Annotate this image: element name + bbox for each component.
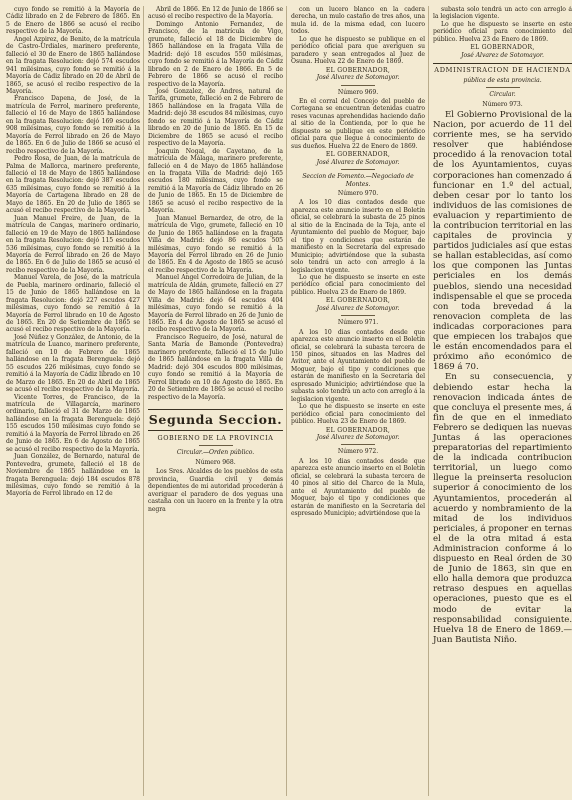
column-1 (6, 6, 140, 796)
divider (341, 315, 375, 316)
section-title: Segunda Seccion. (148, 409, 283, 431)
paragraph: Vicente Torres, de Francisco, de la matrícula de Villagarcía, marinero ordinario, falleció el 31 de Marzo de 1865 hallándose en la fragata Berenguela: dejó 155 escudos 150 milésimas cuyo fondo se remitió á la Mayoría de Ferrol librado en 26 de Junio de 1865. En 6 de Agosto de 1865 se acusó el recibo respectivo de la Mayoría. (6, 393, 140, 453)
notice-number: Número 972. (337, 448, 379, 456)
paragraph: Lo que he dispuesto se publique en el periódico oficial para que averiguen su paradero y sean entregados al Juez de Osuna. Huelva 22 de Enero de 1869. (291, 35, 425, 66)
paragraph: Juan Manuel Bernardez, de otro, de la matrícula de Vigo, grumete, falleció en 10 de Junio de 1865 hallándose en la fragata Villa de Madrid: dejó 86 escudos 505 milésimas, cuyo fondo se remitió á la Mayoría del Ferrol librado en 26 de Junio de 1865. En 4 de Agosto de 1865 se acusó el recibo respectivo de la Mayoría. (148, 214, 283, 274)
section-heading-fomento: Seccion de Fomento.—Negociado de Montes. (302, 173, 414, 188)
paragraph: Los Sres. Alcaldes de los pueblos de esta provincia, Guardia civil y demás dependientes de mi autoridad procederán á averiguar el paradero de dos yeguas una castaña con un lucero en la frente y la otra negra (148, 468, 283, 513)
gobierno-heading: GOBIERNO DE LA PROVINCIA (157, 434, 274, 443)
signature-name: José Alvarez de Sotomayor. (316, 304, 400, 312)
circular-heading: Circular.—Orden público. (176, 449, 255, 457)
paragraph: Pedro Rosa, de Juan, de la matrícula de Palma de Mallorca, marinero preferente, falleció el 18 de Mayo de 1865 hallándose en la fragata Resolucion: dejó 387 escudos 635 milésimas, cuyo fondo se remitió á la Mayoría de Cartagena librado en 28 de Mayo de 1865. En 20 de Julio de 1865 se acusó el recibo respectivo de la Mayoría. (6, 155, 140, 215)
signature-name: José Alvarez de Sotomayor. (316, 434, 400, 442)
column-4 (428, 6, 572, 796)
column-3 (286, 6, 425, 796)
signature-name: José Alvarez de Sotomayor. (461, 51, 544, 59)
paragraph: Joaquin Nogal, de Cayetano, de la matrícula de Málaga, marinero preferente, falleció en 4 de Mayo de 1865 hallándose en la fragata Villa de Madrid: dejó 165 escudos 180 milésimas, cuyo fondo se remitió á la Mayoría de Cádiz librado en 26 de Junio de 1865. En 15 de Diciembre de 1865 se acusó el recibo respectivo de la Mayoría. (148, 147, 283, 215)
paragraph: con un lucero blanco en la cadera derecha, un mulo castaño de tres años, una mula id. de la misma edad, con lucero todos. (291, 6, 425, 36)
paragraph: Angel Azpirez, de Benito, de la matrícula de Castro-Urdiales, marinero preferente, falleció el 30 de Enero de 1865 hallándose en la fragata Resolucion: dejó 574 escudos 941 milésimas, cuyo fondo se remitió á la Mayoría de Cádiz librado en 20 de Abril de 1865, se acusó el recibo respectivo de la Mayoría. (6, 35, 140, 95)
paragraph: Manuel Varela, de José, de la matrícula de Puebla, marinero ordinario, falleció el 15 de Junio de 1865 hallándose en la fragata Resolucion: dejó 227 escudos 427 milésimas, cuyo fondo se remitió á la Mayoría de Ferrol librado en 10 de Agosto de 1865. En 20 de Setiembre de 1865 se acusó el recibo respectivo de la Mayoría. (6, 274, 140, 334)
column-2 (143, 6, 283, 796)
paragraph: José Gonzalez, de Andres, natural de Tarifa, grumete, falleció en 2 de Febrero de 1865 hallándose en la fragata Villa de Madrid: dejó 38 escudos 84 milésimas, cuyo fondo se remitió á la Mayoría de Cádiz librado en 20 de Junio de 1865. En 15 de Diciembre de 1865 se acusó el recibo respectivo de la Mayoría. (148, 87, 283, 148)
paragraph: En su consecuencia, y debiendo estar hecha la renovacion indicada ántes de que concluya el presente mes, á fin de que en el inmediato Febrero se dediquen las nuevas Juntas á las operaciones preparatorias del repartimiento de la indicada contribucion territorial, un luego como llegue la preinserta resolucion superior á conocimiento de los Ayuntamientos, procederán al acuerdo y nombramiento de la mitad de los individuos periciales, á proponer en ternas el de la otra mitad á esta Administracion conforme á lo dispuesto en Real órden de 30 de Junio de 1863, sin que en ello halla demora que produzca retraso despues en aquellas operaciones, puesto que es el modo de evitar la responsabilidad consiguiente. Huelva 18 de Enero de 1869.—Juan Bautista Niño. (433, 372, 572, 645)
circular-body (433, 110, 572, 645)
divider (486, 87, 520, 88)
notice-number: Número 970. (337, 189, 379, 197)
signature-name: José Alvarez de Sotomayor. (316, 158, 400, 166)
notice-number: Número 969. (337, 88, 379, 96)
paragraph: José Núñez y González, de Antonio, de la matrícula de Luanco, marinero preferente, falleció en 10 de Febrero de 1865 hallándose en la fragata Berenguela: dejó 55 escudos 226 milésimas, cuyo fondo se remitió á la Mayoría de Cádiz librado en 10 de Marzo de 1865. En 20 de Abril de 1865 se acusó el recibo respectivo de la Mayoría. (6, 333, 140, 394)
signature-title: EL GOBERNADOR, (470, 44, 535, 52)
circular-heading: Circular. (489, 91, 516, 99)
paragraph: Lo que he dispuesto se inserte en este periódico oficial para conocimiento del público. Huelva 23 de Enero de 1869. (433, 20, 572, 43)
paragraph: A los 10 dias contados desde que aparezca este anuncio inserto en el Boletín oficial, se celebrará la subasta tercera de 40 pinos al sitio del Charco de la Mula, ante el Ayuntamiento del pueblo de Moguer, bajo el tipo y condiciones que estarán de manifiesto en la Secretaría del espresado Municipio; advirtiéndose que la (291, 457, 425, 518)
paragraph: A los 10 dias contados desde que aparezca este anuncio inserto en el Boletín oficial, se celebrará la subasta de 25 pinos al sitio de la Encinada de la Teja, ante el Ayuntamiento del pueblo de Moguer, bajo el tipo y condiciones que estarán de manifiesto en la Secretaría del expresado Municipio; advirtiéndose que la subasta solo tendrá un acto con arreglo á la legislacion vigente. (291, 199, 425, 274)
paragraph: A los 10 dias contados desde que aparezca este anuncio inserto en el Boletín oficial, se celebrará la subasta tercera de 150 pinos, situados en las Madres del Avitor, ante el Ayuntamiento del pueblo de Moguer, bajo el tipo y condiciones que estarán de manifiesto en la Secretaría del espresado Municipio; advirtiéndose que la subasta solo tendrá un acto con arreglo á la legislacion vigente. (291, 328, 425, 403)
notice-number: Número 971. (337, 319, 379, 327)
divider (341, 169, 375, 170)
paragraph: subasta solo tendrá un acto con arreglo á la legislacion vigente. (433, 6, 572, 21)
paragraph: Juan Manuel Freire, de Juan, de la matrícula de Cangas, marinero ordinario, falleció en 19 de Mayo de 1865 hallándose en la fragata Resolucion: dejó 115 escudos 536 milésimas, cuyo fondo se remitió á la Mayoría de Ferrol librado en 26 de Mayo de 1865. En 6 de Julio de 1865 se acusó el recibo respectivo de la Mayoría. (6, 214, 140, 274)
paragraph: En el corral del Concejo del pueblo de Cortegana se encuentran detenidas cuatro reses vacunas aprehendidas haciendo daño al sitio de la Contienda, por lo que he dispuesto se publique en este periódico oficial para que llegue á conocimiento de sus dueños. Huelva 22 de Enero de 1869. (291, 97, 425, 150)
paragraph: El Gobierno Provisional de la Nacion, por acuerdo de 11 del corriente mes, se ha servido resolver que habiéndose procedido á la renovacion total de los Ayuntamientos, cuyas corporaciones han comenzado á funcionar en 1.º del actual, deben cesar por lo tanto los individuos de las comisiones de evaluacion y repartimiento de la contribucion territorial en las capitales de provincia y partidos judiciales así que estas se hallan establecidas, así como los que componen las Juntas periciales en los demás pueblos, siendo una necesidad indispensable el que se proceda con toda brevedad á la renovacion completa de las indicadas corporaciones para que empiecen los trabajos que le están encomendados para el próximo año económico de 1869 á 70. (433, 109, 572, 373)
admin-subheading: pública de esta provincia. (463, 76, 542, 84)
signature-title: EL GOBERNADOR, (325, 297, 391, 305)
signature-title: EL GOBERNADOR, (325, 151, 391, 159)
notice-number: Número 973. (482, 100, 523, 108)
admin-heading: ADMINISTRACION DE HACIENDA (433, 63, 572, 74)
signature-title: EL GOBERNADOR, (325, 426, 391, 434)
paragraph: Abril de 1866. En 12 de Junio de 1866 se acusó el recibo respectivo de la Mayoría. (148, 6, 283, 21)
paragraph: Francisco Regueiro, de José, natural de Santa María de Bamonde (Pontevedra) marinero preferente, falleció el 15 de Julio de 1865 hallándose en la fragata Villa de Madrid: dejó 304 escudos 800 milésimas, cuyo fondo se remitió á la Mayoría de Ferrol librado en 10 de Agosto de 1865. En 20 de Setiembre de 1865 se acusó el recibo respectivo de la Mayoría. (148, 333, 283, 401)
signature-title: EL GOBERNADOR, (325, 66, 391, 74)
divider (341, 444, 375, 445)
signature-name: José Alvarez de Sotomayor. (316, 74, 400, 82)
divider (341, 85, 375, 86)
paragraph: Manuel Angel Corredoira de Julian, de la matrícula de Aldán, grumete, falleció en 27 de Mayo de 1865 hallándose en la fragata Villa de Madrid: dejó 64 escudos 404 milésimas, cuyo fondo se remitió á la Mayoría de Ferrol librado en 26 de Junio de 1865. En 4 de Agosto de 1865 se acusó el recibo respectivo de la Mayoría. (148, 274, 283, 334)
divider (199, 445, 233, 446)
paragraph: Lo que he dispuesto se inserte en este periódico oficial para conocimiento del público. Huelva 23 de Enero de 1869. (291, 273, 425, 296)
paragraph: Domingo Antonio Fernandez, de Francisco, de la matrícula de Vigo, grumete, falleció el 18 de Diciembre de 1865 hallándose en la fragata Villa de Madrid: dejó 18 escudos 550 milésimas, cuyo fondo se remitió á la Mayoría de Cádiz librado en 2 de Enero de 1866. En 5 de Febrero de 1866 se acusó el recibo respectivo de la Mayoría. (148, 20, 283, 88)
paragraph: Francisco Dapena, de José, de la matrícula de Ferrol, marinero preferente, falleció el 16 de Mayo de 1865 hallándose en la fragata Resolucion: dejó 169 escudos 908 milésimas, cuyo fondo se remitió á la Mayoría de Ferrol librado en 26 de Mayo de 1865. En 6 de Julio de 1866 se acusó el recibo respectivo de la Mayoría. (6, 95, 140, 155)
paragraph: Lo que he dispuesto se inserte en este periódico oficial para conocimiento del público. Huelva 23 de Enero de 1869. (291, 403, 425, 426)
notice-number: Número 968. (195, 458, 236, 466)
paragraph: Juan González, de Bernardo, natural de Pontevedra, grumete, falleció el 18 de Noviembre de 1865 hallándose en la fragata Berenguela: dejó 184 escudos 878 milésimas, cuyo fondo se remitió á la Mayoría de Ferrol librado en 12 de (6, 453, 140, 498)
paragraph: cuyo fondo se remitió á la Mayoría de Cádiz librado en 2 de Febrero de 1865. En 5 de Enero de 1866 se acusó el recibo respectivo de la Mayoría. (6, 6, 140, 36)
